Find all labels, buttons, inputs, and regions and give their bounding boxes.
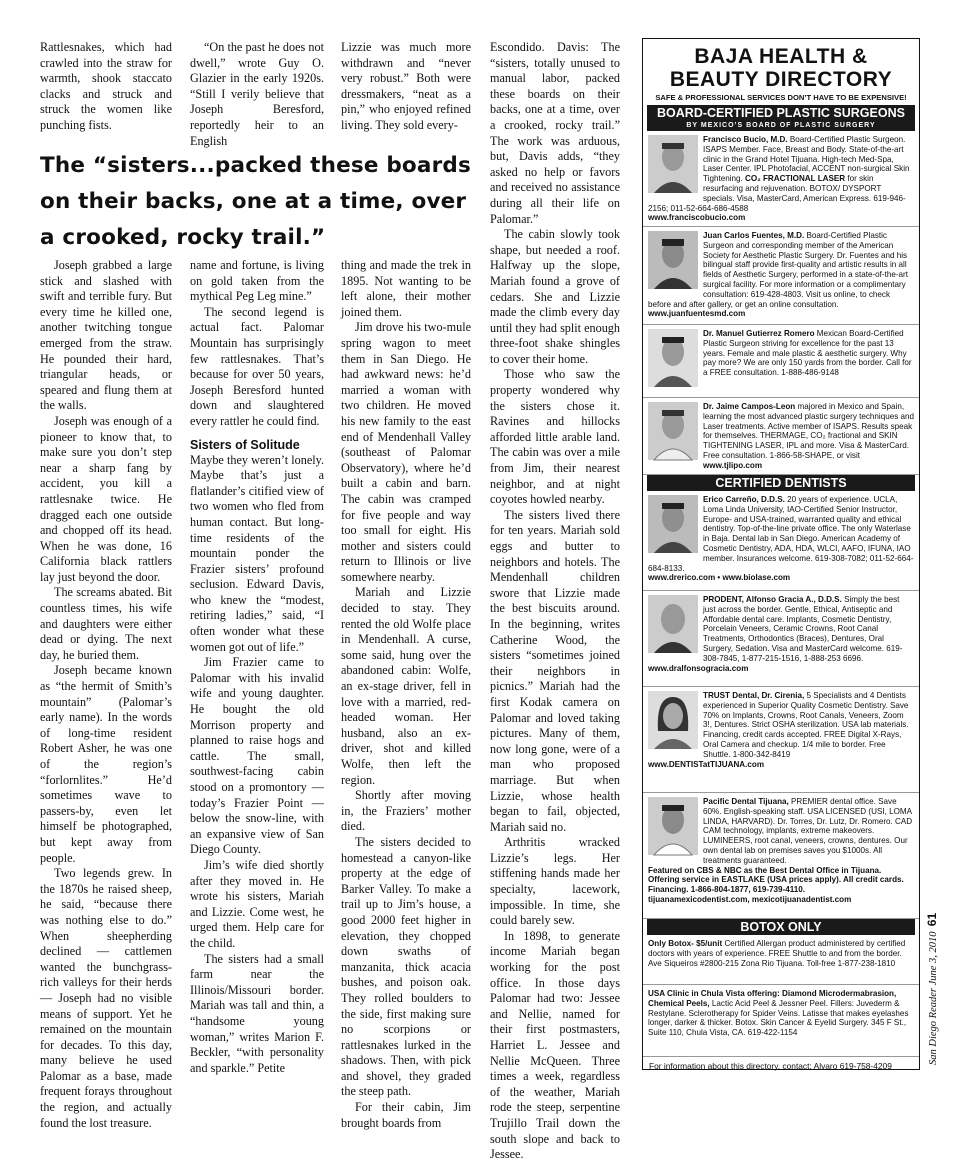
doctor-photo — [648, 231, 698, 289]
paragraph: Jim Frazier came to Palomar with his invalid wife and young daughter. He bought the old Morrison property and planned to raise hogs and cattle. The small, southwest-facing cabin stood on a promontory — today’s Frazier Point — below the snow-line, with an expansive view of San Diego County. — [190, 655, 324, 857]
listing-pacific-dental: Pacific Dental Tijuana, PREMIER dental office. Save 60%. English-speaking staff. USA LICENSED (USI, LOMA LINDA, HARVARD). Dr. Torres, Dr. Lutz, Dr. Romero. CAD CAM technology, implants, extreme makeovers. LUMINEERS, root canal, veneers, crowns, dentures. Our own dental lab on premises saves you $1000s. All treatments guaranteed. Featured on CBS & NBC as the Best Dental Office in Tijuana. Offering service in EASTLAKE (USA prices apply). All credit cards. Financing. 1-866-804-1877, 619-739-4110. tijuanamexicodentist.com, mexicotijuanadentist.com — [643, 793, 919, 919]
doctor-photo — [648, 402, 698, 460]
article-col3-top: Lizzie was much more withdrawn and “never very robust.” Both were dressmakers, “neat as a pin,” who enjoyed refined living. They sold every- — [341, 40, 471, 132]
section-header-dentists: CERTIFIED DENTISTS — [647, 475, 915, 491]
doctor-photo — [648, 691, 698, 749]
paragraph: Joseph grabbed a large stick and slashed with swift and terrible fury. But every time he killed one, another twitching tongue emerged from the straw. He pounded their hard, triangular heads, or speared and flung them at the walls. — [40, 258, 172, 413]
paragraph: Those who saw the property wondered why the sisters chose it. Ravines and hillocks afforded little arable land. The cabin was over a mile from Jim, their nearest neighbor, and at night coyotes howled nearby. — [490, 367, 620, 507]
website-link[interactable]: www.juanfuentesmd.com — [648, 309, 746, 319]
doctor-photo — [648, 797, 698, 855]
doctor-photo — [648, 135, 698, 193]
paragraph: name and fortune, is living on gold taken from the mythical Peg Leg mine.” — [190, 258, 324, 304]
paragraph: Arthritis wracked Lizzie’s legs. Her stiffening hands made her specialty, lacework, impossible. In time, she could barely sew. — [490, 835, 620, 928]
paragraph: Joseph became known as “the hermit of Smith’s mountain” (Palomar’s early name). In the words of long-time resident Robert Asher, he was one of the region’s “forlornlites.” He’d sometimes wave to passers-by, even let himself be photographed, but kept away from people. — [40, 663, 172, 865]
listing-botox: Only Botox- $5/unit Certified Allergan product administered by certified doctors with years of experience. FREE Shuttle to and from the border. Ave Siqueiros #2800-215 Zona Rio Tijuana. Toll-free 1-877-238-1810 — [643, 935, 919, 985]
article-col1 — [40, 258, 172, 1130]
listing-chula-vista: USA Clinic in Chula Vista offering: Diamond Microdermabrasion, Chemical Peels, Lactic Acid Peel & Jessner Peel. Fillers: Juvederm & Restylane. Sclerotherapy for Spider Veins. Latisse that makes eyelashes longer, darker & thicker. Botox. Skin Cancer & Eyelid Surgery. 345 F St., Suite 110, Chula Vista, CA. 619-422-1154 — [643, 985, 919, 1057]
listing-fuentes: Juan Carlos Fuentes, M.D. Board-Certified Plastic Surgeon and corresponding member of the American Society for Aesthetic Plastic Surgery. Dr. Fuentes and his bilingual staff provide first-quality and artistic results in all fields of Aesthetic Surgery, performed in a state-of-the-art surgical facility. For more information or a complimentary consultation: 619-428-4803. Visit us online, to check before and after gallery, or get an online consultation. www.juanfuentesmd.com — [643, 227, 919, 325]
website-link[interactable]: www.dralfonsogracia.com — [648, 663, 749, 673]
paragraph: Maybe they weren’t lonely. Maybe that’s just a flatlander’s citified view of two women who fled from human contact. But long-time residents of the mountain ponder the Frazier sisters’ profound seclusion. Edward Davis, who knew the “modest, retiring ladies,” said, “I often wonder what these women got out of life.” — [190, 452, 324, 654]
website-link[interactable]: www.DENTISTatTIJUANA.com — [648, 759, 765, 769]
paragraph: Shortly after moving in, the Fraziers’ mother died. — [341, 788, 471, 834]
doctor-photo — [648, 495, 698, 553]
paragraph: Jim drove his two-mule spring wagon to meet them in San Diego. He had awkward news: he’d married a woman with two children. He moved his new family to the east end of Mendenhall Valley (southeast of Palomar Observatory), where he’d built a cabin and barn. The cabin was cramped for five people and way too small for eight. His mother and sisters could return to Illinois or live somewhere nearby. — [341, 320, 471, 584]
paragraph: The cabin slowly took shape, but needed a roof. Halfway up the slope, Mariah found a grove of cedars. She and Lizzie made the climb every day until they had split enough three-foot shake shingles to cover their home. — [490, 227, 620, 366]
website-link[interactable]: www.drerico.com • www.biolase.com — [648, 573, 791, 583]
paragraph: The sisters had a small farm near the Illinois/Missouri border. Mariah was tall and thin, a “handsome young woman,” writes Marion F. Beckler, “with personality and sparkle.” Petite — [190, 951, 324, 1075]
directory-footer: For information about this directory, contact: Alvaro 619-758-4209 — [649, 1061, 892, 1071]
paragraph: Mariah and Lizzie decided to stay. They rented the old Wolfe place in Mendenhall. A curse, some said, hung over the abandoned cabin: Wolfe, an ex-stage driver, fell in love with a married, red-headed woman. Her husband, also an ex-driver, shot and killed Wolfe, then left the region. — [341, 585, 471, 787]
paragraph: In 1898, to generate income Mariah began working for the post office. In those days Palomar had two: Jessee and Nellie, named for their first postmasters, Harriet L. Jessee and Nellie McQueen. Three times a week, regardless of the weather, Mariah rode the steep, serpentine Trujillo Trail down the south slope and back to Jessee. — [490, 928, 620, 1162]
page-number: 61 — [925, 912, 939, 927]
paragraph: Jim’s wife died shortly after they moved in. He wrote his sisters, Mariah and Lizzie. Come west, he urged them. Help care for the child. — [190, 857, 324, 950]
directory-title: BAJA HEALTH & BEAUTY DIRECTORY — [669, 45, 893, 91]
page-footer — [922, 912, 942, 1075]
health-directory-ad — [642, 38, 920, 1070]
section-subheader-surgeons: BY MEXICO’S BOARD OF PLASTIC SURGERY — [647, 121, 915, 131]
listing-bucio: Francisco Bucio, M.D. Board-Certified Plastic Surgeon. ISAPS Member. Face, Breast and Body. State-of-the-art clinic in the Grand Hotel Tijuana. High-tech Med-Spa, Laser Center. IPL Photofacial, ACCENT non-surgical Skin Tightening. CO₂ FRACTIONAL LASER for skin resurfacing and rejuvenation. BOTOX/ DYSPORT specials. Visa, MasterCard, American Express. 619-946-2156; 011-52-664-686-4588 www.franciscobucio.com — [643, 131, 919, 227]
article-col4 — [490, 40, 620, 1162]
website-link[interactable]: www.franciscobucio.com — [648, 213, 746, 223]
section-header-surgeons: BOARD-CERTIFIED PLASTIC SURGEONS — [647, 105, 915, 121]
article-col1-top: Rattlesnakes, which had crawled into the straw for warmth, shook staccato clacks and struck and struck the women like punching fists. — [40, 40, 172, 132]
listing-gutierrez: Dr. Manuel Gutierrez Romero Mexican Board-Certified Plastic Surgeon striving for excellence for the past 13 years. Female and male plastic & aesthetic surgery. Why pay more? We are only 150 yards from the border. Call for a FREE consultation. 1-888-486-9148 — [643, 325, 919, 398]
listing-carreno: Erico Carreño, D.D.S. 20 years of experience. UCLA, Loma Linda University, IAO-Certified Senior Instructor, Europe- and USA-trained, warranted quality and ethical dentistry. Top-of-the-line private office. The only Waterlase in Baja. Dental lab in San Diego. American Academy of Cosmetic Dentistry, ADA, HDA, WLCI, AAFO, IFUNA, IAO member. Insurances welcome. 619-308-7082; 011-52-664-684-8133. www.drerico.com • www.biolase.com — [643, 491, 919, 591]
listing-prodent: PRODENT, Alfonso Gracia A., D.D.S. Simply the best just across the border. Gentle, Ethical, Antiseptic and Affordable dental care. Implants, Cosmetic Dentistry, Porcelain Veneers, Ceramic Crowns, Root Canal Treatments, Orthodontics (Braces), Dentures, Oral Surgery, Sedation. Visa and MasterCard welcome. 619-308-7845, 1-877-215-1516, 1-888-253 6696. www.dralfonsogracia.com — [643, 591, 919, 687]
paragraph: The sisters lived there for ten years. Mariah sold eggs and butter to neighbors and hotels. The Mendenhall children swore that Lizzie made the best biscuits around. In the beginning, writes Catherine Wood, the sisters “sometimes joined their neighbors in picnics.” Mariah had the first Kodak camera on Palomar and loved taking pictures. Many of them, now long gone, were of a man who proposed marriage. But when Lizzie, whose health began to fail, objected, Mariah said no. — [490, 507, 620, 834]
doctor-photo — [648, 329, 698, 387]
paragraph: thing and made the trek in 1895. Not wanting to be left alone, their mother joined them. — [341, 258, 471, 319]
directory-subtitle: SAFE & PROFESSIONAL SERVICES DON’T HAVE TO BE EXPENSIVE! — [655, 93, 907, 102]
paragraph: Two legends grew. In the 1870s he raised sheep, he said, “because there was nothing else to do.” When sheepherding declined — cattlemen wanted the bunchgrass-rich valleys for their herds — Joseph had no visible means of support. Yet he remained on the mountain for decades. To this day, many believe he used Palomar as a base, made frequent forays throughout the region, and actually found the lost treasure. — [40, 866, 172, 1130]
article-col2-top: “On the past he does not dwell,” wrote Guy O. Glazier in the early 1920s. “Still I verily believe that Joseph Beresford, reportedly heir to an English — [190, 40, 324, 148]
paragraph: Joseph was enough of a pioneer to know that, to make sure you don’t step near a sharp fang by accident, you kill a rattlesnake twice. He dragged each one outside and chopped off its head. When he was done, 16 California black rattlers lay just beyond the door. — [40, 413, 172, 584]
listing-campos-leon: Dr. Jaime Campos-Leon majored in Mexico and Spain, learning the most advanced plastic surgery techniques and Laser treatments. Active member of ISAPS. Results speak for themselves. THERMAGE, CO₂ fractional and SKIN TIGHTENING LASER, IPL and more. Visa & MasterCard. Free consultation. 1-866-58-SHAPE, or visit www.tjlipo.com — [643, 398, 919, 475]
paragraph: Escondido. Davis: The “sisters, totally unused to manual labor, packed these boards on their backs, one at a time, over a crooked, rocky trail.” The work was arduous, but, Davis adds, “they asked no help or favors and received no assistance during all their life on Palomar.” — [490, 40, 620, 226]
article-col3 — [341, 258, 471, 1130]
publication-line: San Diego Reader June 3, 2010 — [928, 931, 939, 1065]
paragraph: The screams abated. Bit countless times, his wife and daughters were either dead or dying. The next day, he buried them. — [40, 585, 172, 662]
website-link[interactable]: www.tjlipo.com — [703, 460, 763, 470]
website-link[interactable]: tijuanamexicodentist.com, mexicotijuanadentist.com — [648, 894, 852, 904]
paragraph: For their cabin, Jim brought boards from — [341, 1100, 471, 1130]
pull-quote: The “sisters...packed these boards on their backs, one at a time, over a crooked, rocky trail.” — [40, 153, 472, 250]
paragraph: The second legend is actual fact. Palomar Mountain has surprisingly few rattlesnakes. That’s because for over 50 years, Joseph Beresford hunted down and slaughtered every rattler he could find. — [190, 304, 324, 428]
section-header-botox: BOTOX ONLY — [647, 919, 915, 935]
section-heading: Sisters of Solitude — [190, 437, 300, 452]
doctor-photo — [648, 595, 698, 653]
paragraph: The sisters decided to homestead a canyon-like property at the edge of Barker Valley. To make a trail up to Jim’s house, a good 2000 feet higher in elevation, they chopped down swaths of manzanita, thick acacia bushes, and poison oak. They rolled boulders to the side, first making sure no scorpions or rattlesnakes lurked in the shadows. Then, with pick and shovel, they graded the steep path. — [341, 834, 471, 1099]
article-col2 — [190, 258, 324, 1075]
listing-trust-dental: TRUST Dental, Dr. Cirenia, 5 Specialists and 4 Dentists experienced in Superior Quality Cosmetic Dentistry. Save 70% on Implants, Crowns, Root Canals, Veneers, Zoom 3!, Dentures. Strict OSHA sterilization. USA lab materials. Financing, credit cards accepted. FREE Digital X-Rays, Oral Camera and checkup. 1/4 mile to border. Free Shuttle. 1-800-342-8419 www.DENTISTatTIJUANA.com — [643, 687, 919, 793]
